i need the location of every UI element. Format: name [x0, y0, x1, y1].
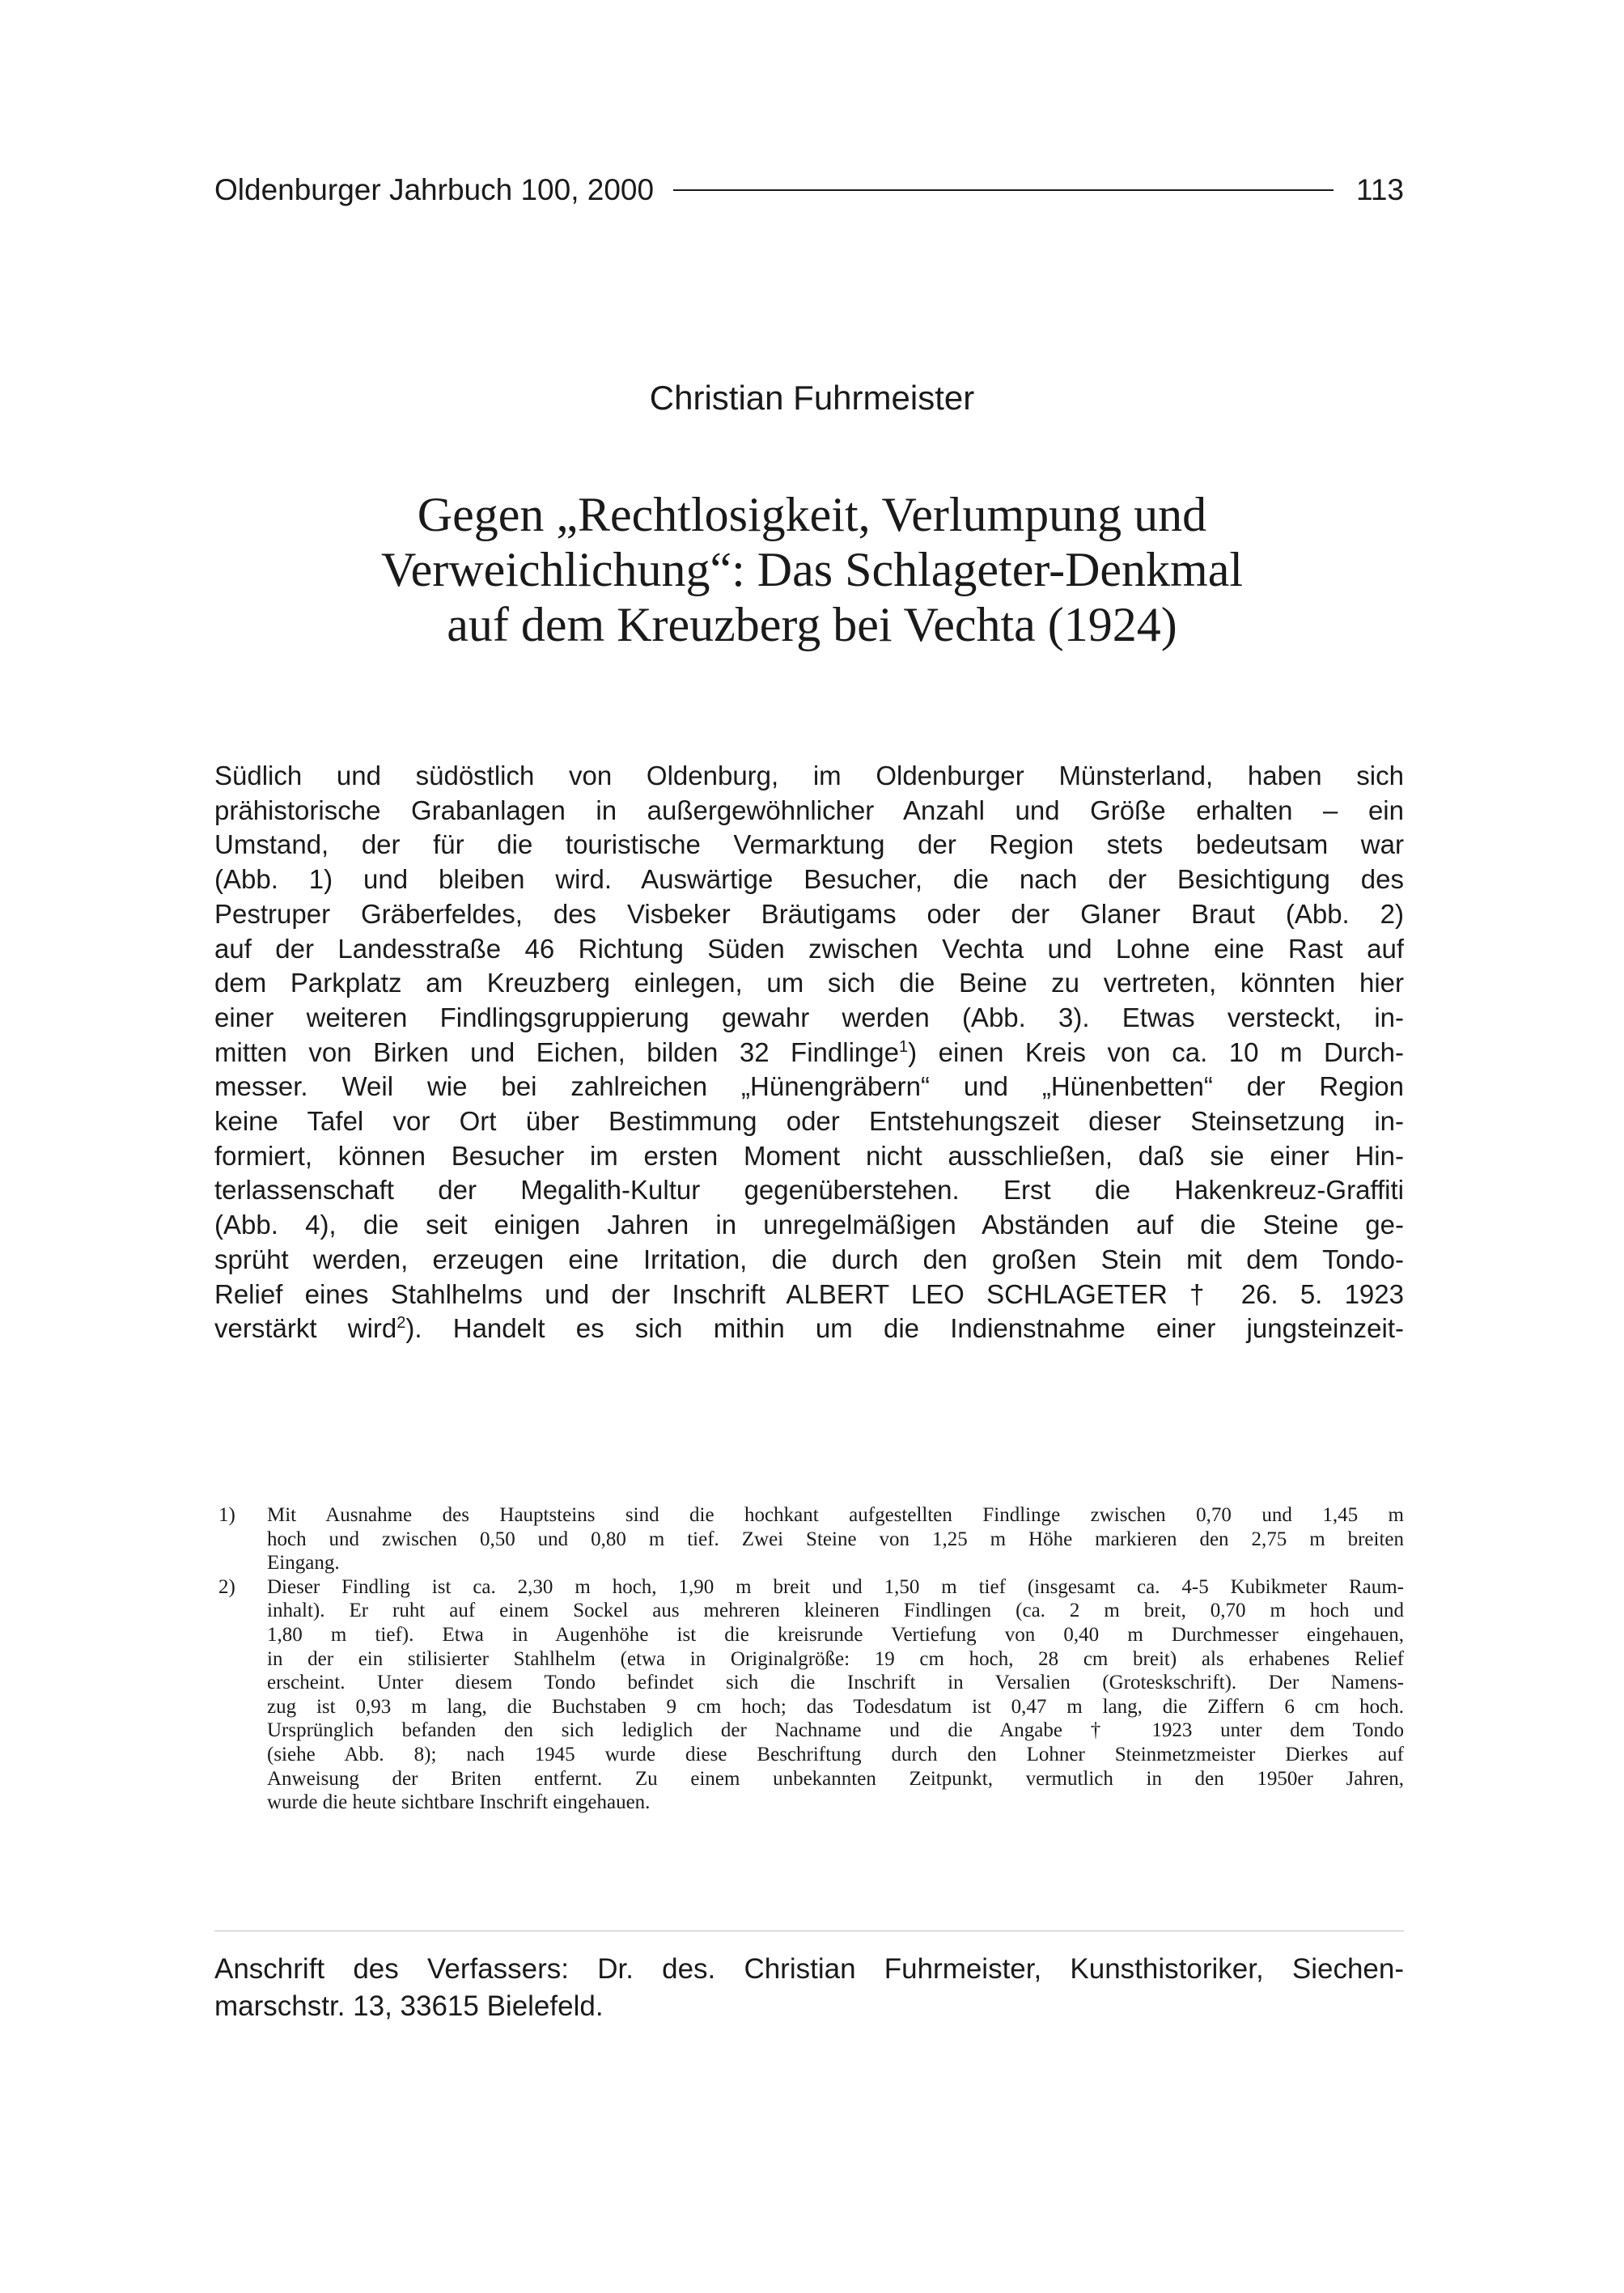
journal-name: Oldenburger Jahrbuch 100, 2000	[214, 173, 655, 206]
footnote-2	[218, 1575, 1404, 1815]
running-header	[214, 166, 1404, 214]
footnote-line: hoch und zwischen 0,50 und 0,80 m tief. Zwei Steine von 1,25 m Höhe markieren den 2,75 m breiten	[267, 1528, 1404, 1550]
footnote-line: 1,80 m tief). Etwa in Augenhöhe ist die kreisrunde Vertiefung von 0,40 m Durchmesser eingehauen,	[267, 1623, 1404, 1646]
body-line: Relief eines Stahlhelms und der Inschrift ALBERT LEO SCHLAGETER † 26. 5. 1923	[214, 1278, 1404, 1309]
body-line: formiert, können Besucher im ersten Moment nicht ausschließen, daß sie einer Hin-	[214, 1140, 1404, 1171]
body-line: keine Tafel vor Ort über Bestimmung oder Entstehungszeit dieser Steinsetzung in-	[214, 1106, 1404, 1137]
footnote-line: wurde die heute sichtbare Inschrift eingehauen.	[267, 1791, 651, 1814]
address-line: marschstr. 13, 33615 Bielefeld.	[214, 1990, 604, 2022]
body-line-text: verstärkt wird	[214, 1313, 397, 1344]
page-number: 113	[1356, 173, 1404, 206]
footnote-line: Eingang.	[267, 1552, 340, 1575]
body-line: einer weiteren Findlingsgruppierung gewahr werden (Abb. 3). Etwas versteckt, in-	[214, 1002, 1404, 1032]
author-name: Christian Fuhrmeister	[649, 379, 975, 417]
body-line: Umstand, der für die touristische Vermarktung der Region stets bedeutsam war	[214, 829, 1404, 860]
footnote-ref-1[interactable]: 1	[898, 1037, 909, 1056]
body-line-text: ) einen Kreis von ca. 10 m Durch-	[908, 1036, 1404, 1067]
footnote-ref-2[interactable]: 2	[396, 1314, 406, 1333]
footnote-line: (siehe Abb. 8); nach 1945 wurde diese Beschriftung durch den Lohner Steinmetzmeister Dierkes auf	[267, 1743, 1404, 1765]
body-line: prähistorische Grabanlagen in außergewöhnlicher Anzahl und Größe erhalten – ein	[214, 795, 1404, 825]
footnote-number: 1)	[218, 1504, 235, 1526]
address-line: Anschrift des Verfassers: Dr. des. Christian Fuhrmeister, Kunsthistoriker, Siechen-	[214, 1953, 1404, 1985]
footnote-number: 2)	[218, 1575, 235, 1598]
footnote-line: in der ein stilisierter Stahlhelm (etwa in Originalgröße: 19 cm hoch, 28 cm breit) als erhabenes Relief	[267, 1647, 1404, 1670]
body-line-text: ). Handelt es sich mithin um die Indienstnahme einer jungsteinzeit-	[405, 1313, 1404, 1344]
body-line: Pestruper Gräberfeldes, des Visbeker Bräutigams oder der Glaner Braut (Abb. 2)	[214, 898, 1404, 929]
footnote-line: zug ist 0,93 m lang, die Buchstaben 9 cm hoch; das Todesdatum ist 0,47 m lang, die Ziffern 6 cm hoch.	[267, 1695, 1404, 1718]
body-line	[214, 1312, 1404, 1346]
body-line-text: mitten von Birken und Eichen, bilden 32 Findlinge	[214, 1036, 899, 1067]
footnote-line: erscheint. Unter diesem Tondo befindet sich die Inschrift in Versalien (Groteskschrift). Der Namens-	[267, 1672, 1404, 1694]
footnote-1	[218, 1503, 1404, 1575]
body-line: sprüht werden, erzeugen eine Irritation, die durch den großen Stein mit dem Tondo-	[214, 1244, 1404, 1274]
author-address	[214, 1951, 1404, 2025]
body-line: dem Parkplatz am Kreuzberg einlegen, um sich die Beine zu vertreten, könnten hier	[214, 968, 1404, 998]
body-line: (Abb. 1) und bleiben wird. Auswärtige Besucher, die nach der Besichtigung des	[214, 864, 1404, 895]
body-line: terlassenschaft der Megalith-Kultur gegenüberstehen. Erst die Hakenkreuz-Graffiti	[214, 1175, 1404, 1206]
body-line: (Abb. 4), die seit einigen Jahren in unregelmäßigen Abständen auf die Steine ge-	[214, 1210, 1404, 1240]
footnote-line: Ursprünglich befanden den sich lediglich der Nachname und die Angabe † 1923 unter dem Tondo	[267, 1719, 1404, 1742]
body-line	[214, 1036, 1404, 1070]
title-line: auf dem Kreuzberg bei Vechta (1924)	[447, 598, 1177, 651]
footnote-line: Anweisung der Briten entfernt. Zu einem unbekannten Zeitpunkt, vermutlich in den 1950er Jahren,	[267, 1767, 1404, 1790]
title-line: Gegen „Rechtlosigkeit, Verlumpung und	[417, 488, 1207, 541]
title-line: Verweichlichung“: Das Schlageter-Denkmal	[380, 543, 1244, 596]
body-line: Südlich und südöstlich von Oldenburg, im Oldenburger Münsterland, haben sich	[214, 761, 1404, 790]
footnote-line: inhalt). Er ruht auf einem Sockel aus mehreren kleineren Findlingen (ca. 2 m breit, 0,70 m hoch und	[267, 1600, 1404, 1622]
footnote-line: Dieser Findling ist ca. 2,30 m hoch, 1,90 m breit und 1,50 m tief (insgesamt ca. 4-5 Kubikmeter Raum-	[267, 1575, 1404, 1598]
body-line: auf der Landesstraße 46 Richtung Süden zwischen Vechta und Lohne eine Rast auf	[214, 933, 1404, 964]
body-text	[214, 759, 1404, 1346]
footnotes	[218, 1503, 1404, 1815]
header-rule	[673, 189, 1334, 191]
footnote-line: Mit Ausnahme des Hauptsteins sind die hochkant aufgestellten Findlinge zwischen 0,70 und 1,45 m	[267, 1504, 1404, 1526]
body-line: messer. Weil wie bei zahlreichen „Hünengräbern“ und „Hünenbetten“ der Region	[214, 1071, 1404, 1102]
article-title	[0, 487, 1624, 652]
